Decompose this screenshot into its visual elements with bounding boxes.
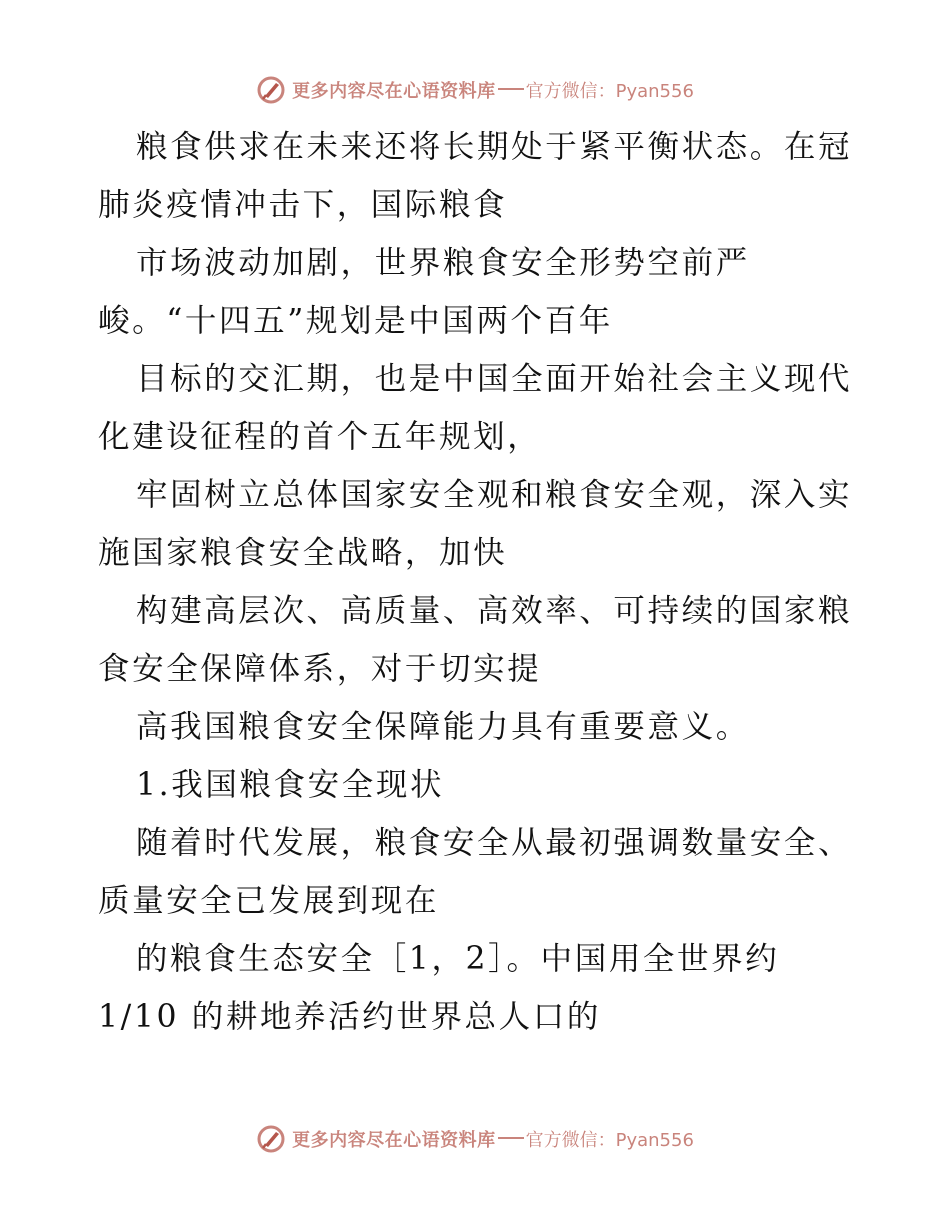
text-line: 市场波动加剧，世界粮食安全形势空前严 [136, 245, 750, 281]
quill-seal-icon [256, 75, 286, 105]
watermark-separator [498, 88, 524, 90]
watermark-footer [0, 1122, 950, 1156]
watermark-separator [498, 1137, 524, 1139]
text-line: 1/10 的耕地养活约世界总人口的 [98, 999, 601, 1035]
text-line: 目标的交汇期，也是中国全面开始社会主义现代 [136, 361, 853, 397]
text-line: 粮食供求在未来还将长期处于紧平衡状态。在冠 [136, 129, 853, 165]
quill-seal-icon [256, 1124, 286, 1154]
document-body [98, 118, 858, 1046]
text-line: 高我国粮食安全保障能力具有重要意义。 [136, 709, 750, 745]
watermark-header [0, 73, 950, 107]
text-line: 随着时代发展，粮食安全从最初强调数量安全、 [136, 825, 853, 861]
text-line: 质量安全已发展到现在 [98, 883, 440, 919]
text-line: 峻。“十四五”规划是中国两个百年 [98, 303, 613, 339]
text-line: 肺炎疫情冲击下，国际粮食 [98, 187, 508, 223]
text-line: 的粮食生态安全［1，2］。中国用全世界约 [136, 941, 780, 977]
text-line: 施国家粮食安全战略，加快 [98, 535, 508, 571]
text-line: 化建设征程的首个五年规划， [98, 419, 542, 455]
text-line: 构建高层次、高质量、高效率、可持续的国家粮 [136, 593, 853, 629]
watermark-main-text: 更多内容尽在心语资料库 [292, 81, 496, 102]
watermark-tail-text: 官方微信：Pyan556 [525, 1130, 694, 1151]
watermark-tail-text: 官方微信：Pyan556 [525, 81, 694, 102]
text-line: 牢固树立总体国家安全观和粮食安全观，深入实 [136, 477, 853, 513]
text-line: 食安全保障体系，对于切实提 [98, 651, 542, 687]
watermark-main-text: 更多内容尽在心语资料库 [292, 1130, 496, 1151]
section-heading: 1.我国粮食安全现状 [136, 767, 445, 803]
